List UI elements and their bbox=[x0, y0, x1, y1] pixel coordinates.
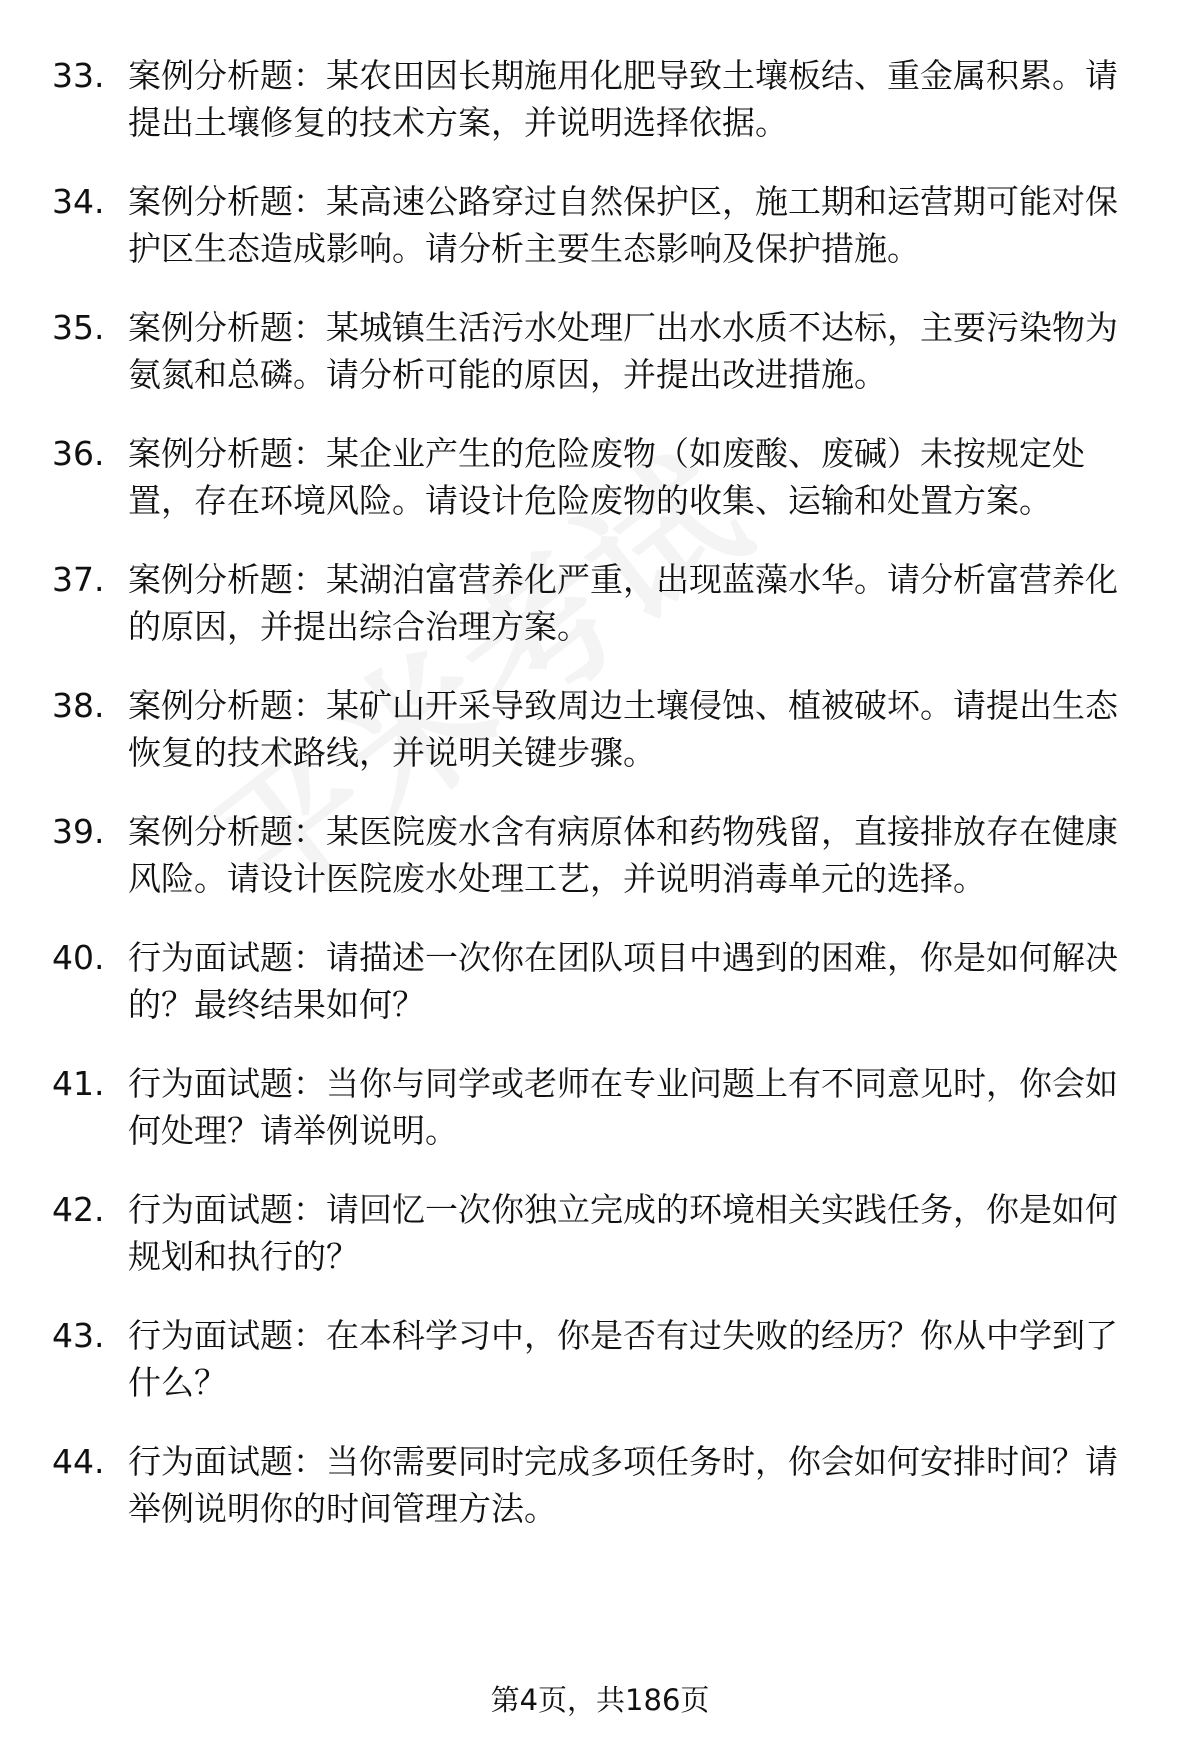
page-footer: 第4页，共186页 bbox=[490, 1683, 710, 1717]
question-list bbox=[0, 52, 1200, 1564]
question-item bbox=[0, 430, 1200, 524]
question-item bbox=[0, 178, 1200, 272]
question-text: 行为面试题：请回忆一次你独立完成的环境相关实践任务，你是如何规划和执行的？ bbox=[128, 1190, 1118, 1276]
question-item bbox=[0, 1438, 1200, 1532]
question-text: 案例分析题：某医院废水含有病原体和药物残留，直接排放存在健康风险。请设计医院废水处理工艺，并说明消毒单元的选择。 bbox=[128, 812, 1118, 898]
question-number: 39. bbox=[52, 812, 105, 851]
question-text: 案例分析题：某矿山开采导致周边土壤侵蚀、植被破坏。请提出生态恢复的技术路线，并说明关键步骤。 bbox=[128, 686, 1118, 772]
question-number: 41. bbox=[52, 1064, 105, 1103]
question-item bbox=[0, 1060, 1200, 1154]
question-text: 行为面试题：请描述一次你在团队项目中遇到的困难，你是如何解决的？最终结果如何？ bbox=[128, 938, 1118, 1024]
question-text: 行为面试题：当你与同学或老师在专业问题上有不同意见时，你会如何处理？请举例说明。 bbox=[128, 1064, 1118, 1150]
question-item bbox=[0, 52, 1200, 146]
question-text: 行为面试题：在本科学习中，你是否有过失败的经历？你从中学到了什么？ bbox=[128, 1316, 1118, 1402]
question-text: 行为面试题：当你需要同时完成多项任务时，你会如何安排时间？请举例说明你的时间管理方法。 bbox=[128, 1442, 1118, 1528]
question-item bbox=[0, 1186, 1200, 1280]
question-number: 35. bbox=[52, 308, 105, 347]
question-number: 38. bbox=[52, 686, 105, 725]
question-text: 案例分析题：某农田因长期施用化肥导致土壤板结、重金属积累。请提出土壤修复的技术方案，并说明选择依据。 bbox=[128, 56, 1118, 142]
question-text: 案例分析题：某城镇生活污水处理厂出水水质不达标，主要污染物为氨氮和总磷。请分析可能的原因，并提出改进措施。 bbox=[128, 308, 1118, 394]
question-item bbox=[0, 1312, 1200, 1406]
question-text: 案例分析题：某高速公路穿过自然保护区，施工期和运营期可能对保护区生态造成影响。请分析主要生态影响及保护措施。 bbox=[128, 182, 1118, 268]
question-number: 44. bbox=[52, 1442, 105, 1481]
question-number: 34. bbox=[52, 182, 105, 221]
question-number: 42. bbox=[52, 1190, 105, 1229]
question-item bbox=[0, 556, 1200, 650]
question-number: 37. bbox=[52, 560, 105, 599]
question-item bbox=[0, 808, 1200, 902]
question-item bbox=[0, 304, 1200, 398]
question-number: 43. bbox=[52, 1316, 105, 1355]
question-number: 40. bbox=[52, 938, 105, 977]
question-text: 案例分析题：某企业产生的危险废物（如废酸、废碱）未按规定处置，存在环境风险。请设计危险废物的收集、运输和处置方案。 bbox=[128, 434, 1085, 520]
question-item bbox=[0, 682, 1200, 776]
question-number: 36. bbox=[52, 434, 105, 473]
question-number: 33. bbox=[52, 56, 105, 95]
question-item bbox=[0, 934, 1200, 1028]
question-text: 案例分析题：某湖泊富营养化严重，出现蓝藻水华。请分析富营养化的原因，并提出综合治理方案。 bbox=[128, 560, 1118, 646]
